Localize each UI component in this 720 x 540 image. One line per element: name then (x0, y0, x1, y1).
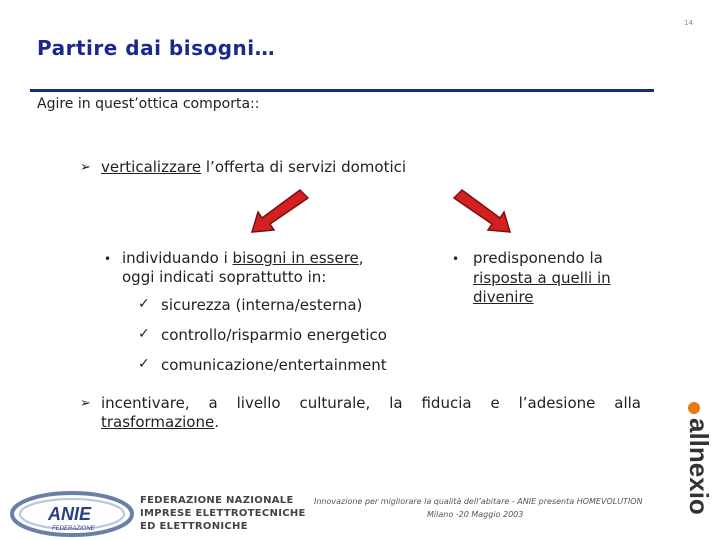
left-line-1 (122, 249, 364, 267)
left-line1-comma: , (358, 249, 364, 267)
bullet-dot-icon: • (452, 252, 460, 266)
point-incentivare-line2 (101, 413, 219, 431)
svg-text:ANIE: ANIE (48, 504, 92, 524)
title-divider (30, 89, 654, 92)
svg-text:allnexio: allnexio (684, 418, 714, 515)
point-verticalizzare (101, 158, 406, 176)
point-incentivare-line1: incentivare, a livello culturale, la fiducia e l’adesione alla (101, 394, 641, 412)
right-line-3: divenire (473, 288, 534, 306)
slide-title: Partire dai bisogni… (37, 36, 276, 60)
bullet-dot-icon: • (104, 252, 112, 266)
right-line-2: risposta a quelli in (473, 269, 611, 287)
check-icon: ✓ (138, 356, 150, 372)
left-line1-text: individuando i (122, 249, 233, 267)
page-number: 14 (684, 19, 693, 27)
check-icon: ✓ (138, 326, 150, 342)
right-line-1: predisponendo la (473, 249, 603, 267)
anie-line-3: ED ELETTRONICHE (140, 521, 248, 532)
arrow-bullet-icon: ➢ (80, 160, 91, 175)
verticalizzare-term: verticalizzare (101, 158, 202, 176)
point1-rest: l’offerta di servizi domotici (201, 158, 407, 176)
arrow-down-right-icon (452, 186, 514, 236)
check-item-3: comunicazione/entertainment (161, 356, 387, 374)
bisogni-in-essere: bisogni in essere (232, 249, 359, 267)
check-item-2: controllo/risparmio energetico (161, 326, 387, 344)
footer-line-2: Milano -20 Maggio 2003 (427, 510, 524, 519)
check-item-1: sicurezza (interna/esterna) (161, 296, 363, 314)
trasformazione-term: trasformazione (101, 413, 215, 431)
point2-period: . (214, 413, 219, 431)
left-line-2: oggi indicati soprattutto in: (122, 268, 327, 286)
arrow-down-left-icon (248, 186, 310, 236)
check-icon: ✓ (138, 296, 150, 312)
intro-text: Agire in quest’ottica comporta:: (37, 96, 260, 112)
svg-text:FEDERAZIONE: FEDERAZIONE (52, 526, 95, 532)
arrow-bullet-icon: ➢ (80, 396, 91, 411)
allnexio-logo (684, 398, 714, 538)
anie-line-1: FEDERAZIONE NAZIONALE (140, 495, 294, 506)
footer-line-1: Innovazione per migliorare la qualità dell’abitare - ANIE presenta HOMEVOLUTION (314, 497, 643, 506)
anie-line-2: IMPRESE ELETTROTECNICHE (140, 508, 306, 519)
anie-logo (8, 490, 136, 538)
